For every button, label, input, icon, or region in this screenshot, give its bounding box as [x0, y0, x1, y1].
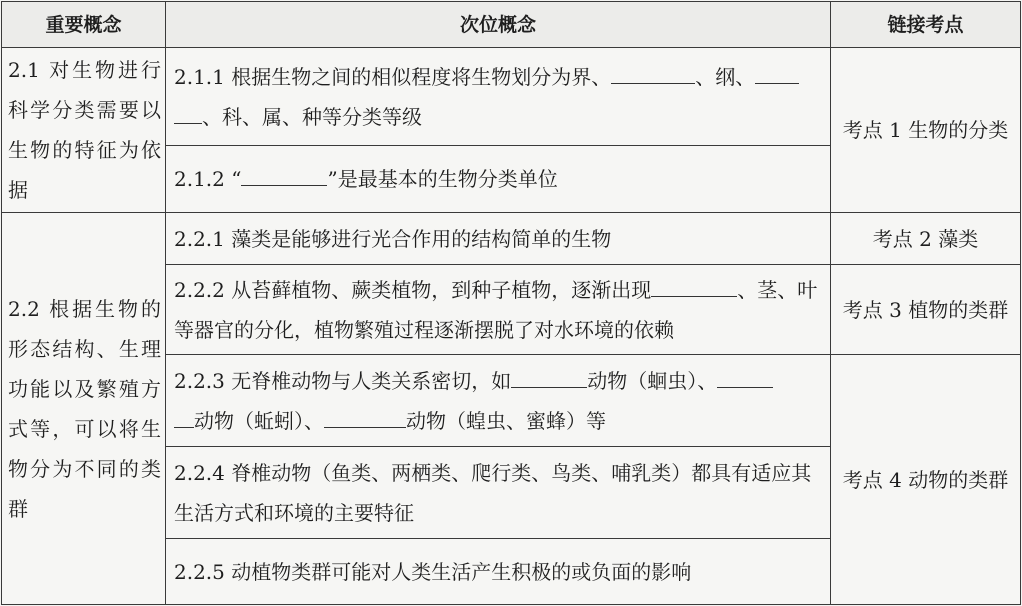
header-major-concept: 重要概念	[2, 2, 166, 48]
fill-blank[interactable]	[755, 57, 799, 84]
major-concept-2-1: 2.1 对生物进行科学分类需要以生物的特征为依据	[2, 48, 166, 213]
linked-point-3: 考点 3 植物的类群	[831, 265, 1021, 355]
sub-concept-2-1-2: 2.1.2 “ ”是最基本的生物分类单位	[166, 146, 831, 213]
major-concept-2-2: 2.2 根据生物的形态结构、生理功能以及繁殖方式等，可以将生物分为不同的类群	[2, 213, 166, 605]
linked-point-1: 考点 1 生物的分类	[831, 48, 1021, 213]
linked-point-2: 考点 2 藻类	[831, 213, 1021, 265]
fill-blank[interactable]	[511, 361, 587, 388]
fill-blank[interactable]	[174, 401, 194, 428]
sub-concept-2-2-5: 2.2.5 动植物类群可能对人类生活产生积极的或负面的影响	[166, 539, 831, 605]
fill-blank[interactable]	[241, 159, 327, 186]
header-linked-point: 链接考点	[831, 2, 1021, 48]
linked-point-4: 考点 4 动物的类群	[831, 355, 1021, 605]
fill-blank[interactable]	[611, 57, 695, 84]
fill-blank[interactable]	[324, 401, 406, 428]
fill-blank[interactable]	[651, 270, 737, 297]
fill-blank[interactable]	[174, 97, 202, 124]
concept-table	[1, 1, 1021, 605]
sub-concept-2-2-4: 2.2.4 脊椎动物（鱼类、两栖类、爬行类、鸟类、哺乳类）都具有适应其生活方式和环境的主要特征	[166, 447, 831, 539]
header-sub-concept: 次位概念	[166, 2, 831, 48]
sub-concept-2-2-2: 2.2.2 从苔藓植物、蕨类植物，到种子植物，逐渐出现 、茎、叶等器官的分化，植物繁殖过程逐渐摆脱了对水环境的依赖	[166, 265, 831, 355]
sub-concept-2-1-1: 2.1.1 根据生物之间的相似程度将生物划分为界、 、纲、 、科、属、种等分类等级	[166, 48, 831, 146]
fill-blank[interactable]	[717, 361, 773, 388]
sub-concept-2-2-3: 2.2.3 无脊椎动物与人类关系密切，如 动物（蛔虫）、 动物（蚯蚓）、 动物（蝗虫、蜜蜂）等	[166, 355, 831, 447]
sub-concept-2-2-1: 2.2.1 藻类是能够进行光合作用的结构简单的生物	[166, 213, 831, 265]
